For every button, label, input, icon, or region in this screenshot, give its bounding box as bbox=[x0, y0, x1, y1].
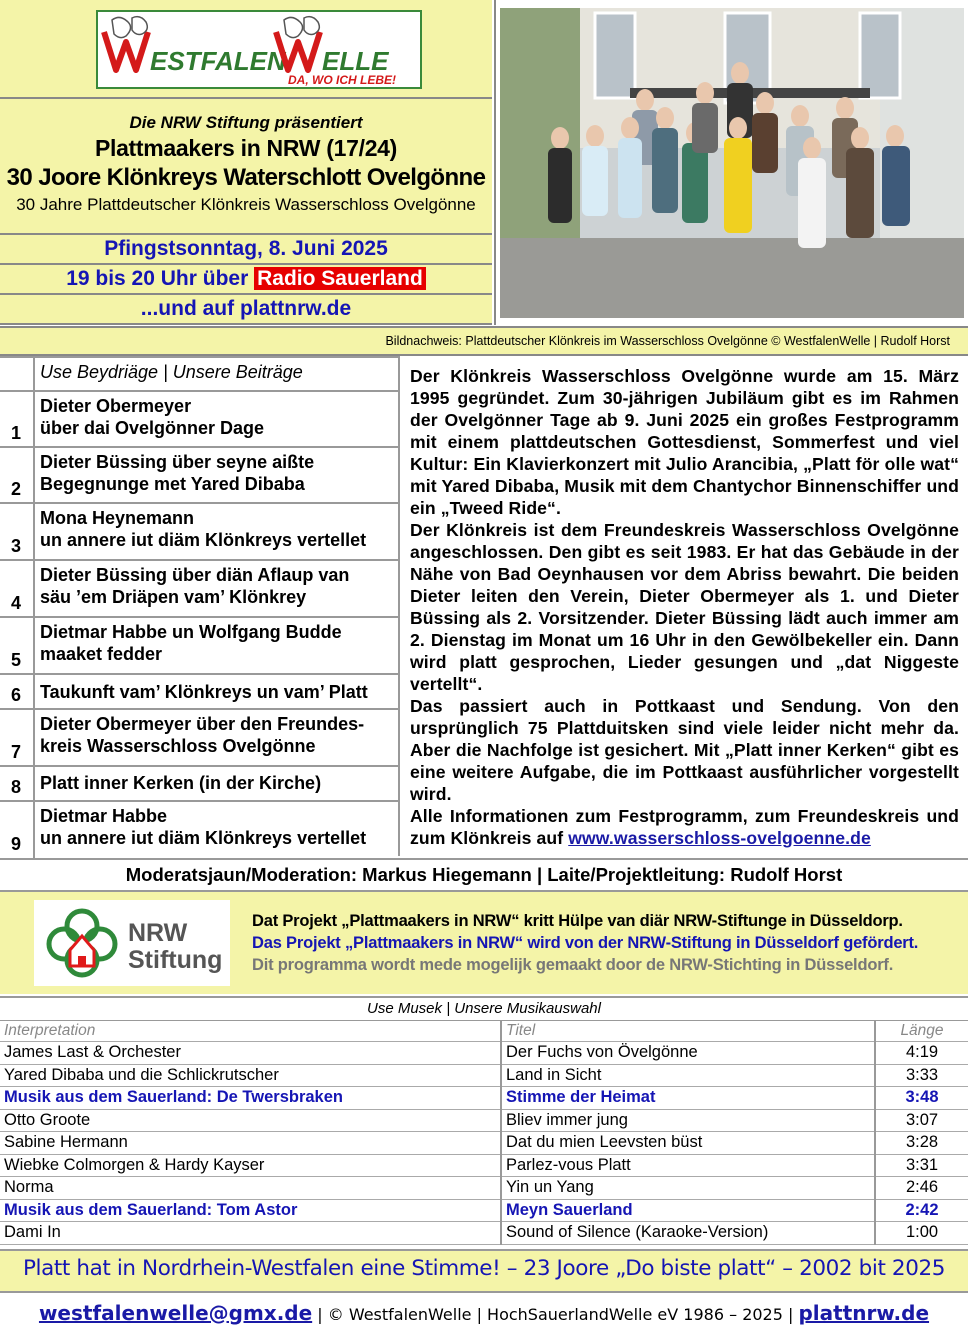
music-artist: Yared Dibaba und die Schlickrutscher bbox=[0, 1064, 501, 1087]
program-item-num: 4 bbox=[11, 593, 22, 613]
program-item-num-cell bbox=[0, 504, 35, 560]
program-item-text bbox=[40, 507, 394, 551]
photo-credit-row bbox=[0, 326, 968, 356]
web-link[interactable]: ...und auf plattnrw.de bbox=[0, 295, 492, 325]
stiftung-logo-text: Stiftung bbox=[128, 946, 223, 974]
sponsor-section bbox=[0, 892, 968, 994]
music-table bbox=[0, 1021, 968, 1245]
program-item-text bbox=[40, 395, 394, 439]
program-item bbox=[0, 708, 398, 766]
music-title-cell: Meyn Sauerland bbox=[501, 1199, 875, 1222]
program-item-line: maaket fedder bbox=[40, 644, 163, 664]
program-item-text bbox=[40, 564, 394, 608]
music-length: 3:28 bbox=[875, 1132, 968, 1155]
program-item-line: Dieter Obermeyer über den Freundes- bbox=[40, 714, 365, 734]
episode-subtitle: 30 Jahre Plattdeutscher Klönkreis Wasserschloss Ovelgönne bbox=[16, 195, 476, 214]
program-item bbox=[0, 800, 398, 858]
broadcast-date: Pfingstsonntag, 8. Juni 2025 bbox=[0, 235, 492, 265]
program-item bbox=[0, 673, 398, 709]
program-item-line: Dieter Obermeyer bbox=[40, 396, 192, 416]
program-item-line: un annere iut diäm Klönkreys vertellet bbox=[40, 530, 367, 550]
music-length: 3:48 bbox=[875, 1087, 968, 1110]
program-item-text bbox=[40, 805, 394, 849]
sponsor-text bbox=[252, 910, 918, 976]
slogan-banner: Platt hat in Nordrhein-Westfalen eine Stimme! – 23 Joore „Do biste platt“ – 2002 bit 2025 bbox=[0, 1249, 968, 1293]
music-artist: Otto Groote bbox=[0, 1109, 501, 1132]
logo-brand-right: ELLE bbox=[322, 46, 389, 76]
article-paragraph: Der Klönkreis Wasserschloss Ovelgönne wurde am 15. März 1995 gegründet. Zum 30-jährigen Jubiläum gibt es im Rahmen der Ovelgönner Tage ab 9. Juni 2025 ein großes Festprogramm mit einem plattdeutschen Gottesdienst, Sommerfest und viel Kultur: Ein Klavierkonzert mit Julio Arancibia, „Platt för olle wat“ mit Yared Dibaba, Musik mit dem Chantychor Binnenschiffer und ein „Tweed Ride“. bbox=[410, 366, 959, 518]
music-row bbox=[0, 1154, 968, 1177]
article-paragraph: Der Klönkreis ist dem Freundeskreis Wasserschloss Ovelgönne angeschlossen. Den gibt es seit 1983. Er hat das Gebäude in der Nähe von Bad Oeynhausen vor dem Abriss bewahrt. Die beiden Dieter leiten den Verein, Dieter Obermeyer als 1. und Dieter Büssing als 2. Vorsitzender. Dieter Büssing lädt auch immer am 2. Dienstag im Monat um 16 Uhr in den Gewölbekeller ein. Dann wird platt gesprochen, Lieder gesungen und „dat Niggeste vertellt“. bbox=[410, 520, 959, 694]
program-item-text bbox=[40, 451, 394, 495]
music-title-cell: Der Fuchs von Övelgönne bbox=[501, 1042, 875, 1065]
program-item-line: kreis Wasserschloss Ovelgönne bbox=[40, 736, 316, 756]
program-heading: Use Beydriäge | Unsere Beiträge bbox=[40, 362, 303, 382]
photo-area bbox=[494, 0, 968, 325]
program-item bbox=[0, 616, 398, 674]
music-length: 3:31 bbox=[875, 1154, 968, 1177]
radio-station-badge[interactable]: Radio Sauerland bbox=[254, 267, 426, 290]
header-info bbox=[0, 0, 492, 325]
article-paragraph: Das passiert auch in Pottkaast und Sendung. Von den ursprünglich 75 Plattduitsken sind viele leider nicht mehr da. Aber die Nachfolge ist gesichert. Mit „Platt inner Kerken“ gibt es eine weitere Aufgabe, die im Pottkaast ausführlicher vorgestellt wird. bbox=[410, 696, 959, 804]
music-row bbox=[0, 1177, 968, 1200]
music-length: 4:19 bbox=[875, 1042, 968, 1065]
program-item-num: 7 bbox=[11, 742, 22, 762]
column-divider bbox=[398, 356, 400, 856]
program-item-line: Dieter Büssing über diän Aflaup van bbox=[40, 565, 350, 585]
sponsor-line-german: Das Projekt „Plattmaakers in NRW“ wird von der NRW-Stiftung in Düsseldorf gefördert. bbox=[252, 934, 919, 952]
article-text bbox=[410, 365, 959, 849]
music-header-row bbox=[0, 1021, 968, 1042]
music-title-cell: Sound of Silence (Karaoke-Version) bbox=[501, 1222, 875, 1245]
presents-line: Die NRW Stiftung präsentiert bbox=[129, 113, 363, 132]
column-header-titel: Titel bbox=[501, 1021, 875, 1042]
music-row-highlight bbox=[0, 1199, 968, 1222]
program-item-text bbox=[40, 681, 394, 703]
music-title-cell: Stimme der Heimat bbox=[501, 1087, 875, 1110]
program-item-line: Begegnunge met Yared Dibaba bbox=[40, 474, 305, 494]
program-item-num-cell bbox=[0, 675, 35, 709]
music-title-cell: Parlez-vous Platt bbox=[501, 1154, 875, 1177]
program-item-line: Dietmar Habbe bbox=[40, 806, 168, 826]
program-item-text bbox=[40, 772, 394, 794]
music-row bbox=[0, 1042, 968, 1065]
group-photo bbox=[500, 8, 964, 318]
music-row bbox=[0, 1132, 968, 1155]
broadcast-time bbox=[0, 265, 492, 295]
program-item-line: Mona Heynemann bbox=[40, 508, 195, 528]
episode-title: 30 Joore Klönkreys Waterschlott Ovelgönne bbox=[6, 164, 486, 191]
music-artist: Wiebke Colmorgen & Hardy Kayser bbox=[0, 1154, 501, 1177]
music-artist: Musik aus dem Sauerland: Tom Astor bbox=[0, 1199, 501, 1222]
program-item bbox=[0, 559, 398, 617]
title-block bbox=[0, 99, 492, 235]
program-item-num: 3 bbox=[11, 536, 22, 556]
music-length: 2:46 bbox=[875, 1177, 968, 1200]
program-item-num-cell bbox=[0, 618, 35, 674]
music-length: 1:00 bbox=[875, 1222, 968, 1245]
program-item-line: säu ’em Driäpen vam’ Klönkrey bbox=[40, 587, 307, 607]
footer-copyright: | © WestfalenWelle | HochSauerlandWelle eV 1986 – 2025 | bbox=[312, 1305, 799, 1324]
music-title-cell: Dat du mien Leevsten büst bbox=[501, 1132, 875, 1155]
email-link[interactable]: westfalenwelle@gmx.de bbox=[38, 1301, 313, 1325]
program-item-num-cell bbox=[0, 802, 35, 858]
series-title: Plattmaakers in NRW (17/24) bbox=[94, 135, 398, 161]
program-item-num-cell bbox=[0, 710, 35, 766]
music-row bbox=[0, 1222, 968, 1245]
program-item-num: 6 bbox=[11, 685, 22, 705]
logo-tagline: DA, WO ICH LEBE! bbox=[288, 73, 396, 87]
program-item-num: 5 bbox=[11, 650, 22, 670]
music-section bbox=[0, 996, 968, 1245]
program-item-line: Taukunft vam’ Klönkreys un vam’ Platt bbox=[40, 682, 368, 702]
moderation-credits: Moderatsjaun/Moderation: Markus Hiegemann | Laite/Projektleitung: Rudolf Horst bbox=[0, 858, 968, 892]
broadcast-time-text: 19 bis 20 Uhr über bbox=[66, 267, 249, 290]
program-header bbox=[0, 356, 398, 391]
music-row-highlight bbox=[0, 1087, 968, 1110]
music-title-cell: Bliev immer jung bbox=[501, 1109, 875, 1132]
wasserschloss-link[interactable]: www.wasserschloss-ovelgoenne.de bbox=[568, 828, 871, 848]
program-item-num-cell bbox=[0, 561, 35, 617]
program-item-num: 1 bbox=[11, 423, 22, 443]
music-artist: Sabine Hermann bbox=[0, 1132, 501, 1155]
music-title: Use Musek | Unsere Musikauswahl bbox=[0, 996, 968, 1021]
logo-area bbox=[0, 0, 492, 99]
program-item-num: 2 bbox=[11, 479, 22, 499]
article-paragraph bbox=[410, 805, 959, 849]
program-item-line: Dieter Büssing über seyne aißte bbox=[40, 452, 315, 472]
program-item bbox=[0, 390, 398, 447]
program-item-num-cell bbox=[0, 392, 35, 447]
photo-credit: Bildnachweis: Plattdeutscher Klönkreis im Wasserschloss Ovelgönne © WestfalenWelle | Rudolf Horst bbox=[385, 334, 950, 348]
music-length: 3:07 bbox=[875, 1109, 968, 1132]
program-item bbox=[0, 502, 398, 560]
footer bbox=[0, 1293, 968, 1333]
music-length: 3:33 bbox=[875, 1064, 968, 1087]
program-item-text bbox=[40, 621, 394, 665]
program-item-line: über dai Ovelgönner Dage bbox=[40, 418, 265, 438]
sponsor-line-platt: Dat Projekt „Plattmaakers in NRW“ kritt Hülpe van diär NRW-Stiftunge in Düsseldorp. bbox=[252, 912, 903, 930]
program-item-num-cell bbox=[0, 448, 35, 503]
music-row bbox=[0, 1109, 968, 1132]
plattnrw-link[interactable]: plattnrw.de bbox=[798, 1301, 930, 1325]
music-artist: James Last & Orchester bbox=[0, 1042, 501, 1065]
program-item-line: un annere iut diäm Klönkreys vertellet bbox=[40, 828, 367, 848]
program-item-num: 8 bbox=[11, 777, 22, 797]
music-artist: Musik aus dem Sauerland: De Twersbraken bbox=[0, 1087, 501, 1110]
program-item-line: Platt inner Kerken (in der Kirche) bbox=[40, 773, 322, 793]
logo-brand-left: ESTFALEN bbox=[150, 46, 286, 76]
article-info-text: Alle Informationen zum Festprogramm, zum Freundeskreis und zum Klönkreis auf bbox=[410, 806, 959, 848]
music-title-cell: Yin un Yang bbox=[501, 1177, 875, 1200]
nrw-logo-text: NRW bbox=[128, 919, 188, 947]
program-item bbox=[0, 446, 398, 503]
music-length: 2:42 bbox=[875, 1199, 968, 1222]
music-row bbox=[0, 1064, 968, 1087]
music-title-cell: Land in Sicht bbox=[501, 1064, 875, 1087]
sponsor-line-dutch: Dit programma wordt mede mogelijk gemaakt door de NRW-Stichting in Düsseldorf. bbox=[252, 956, 894, 974]
header bbox=[0, 0, 968, 325]
westfalenwelle-logo[interactable] bbox=[96, 10, 422, 89]
nrw-stiftung-logo[interactable] bbox=[34, 900, 230, 986]
program-item bbox=[0, 765, 398, 801]
column-header-laenge: Länge bbox=[875, 1021, 968, 1042]
music-artist: Dami In bbox=[0, 1222, 501, 1245]
program-item-line: Dietmar Habbe un Wolfgang Budde bbox=[40, 622, 342, 642]
program-item-text bbox=[40, 713, 394, 757]
music-artist: Norma bbox=[0, 1177, 501, 1200]
column-header-interpretation: Interpretation bbox=[0, 1021, 501, 1042]
program-num-cell bbox=[0, 358, 35, 391]
program-item-num-cell bbox=[0, 767, 35, 801]
program-item-num: 9 bbox=[11, 834, 22, 854]
